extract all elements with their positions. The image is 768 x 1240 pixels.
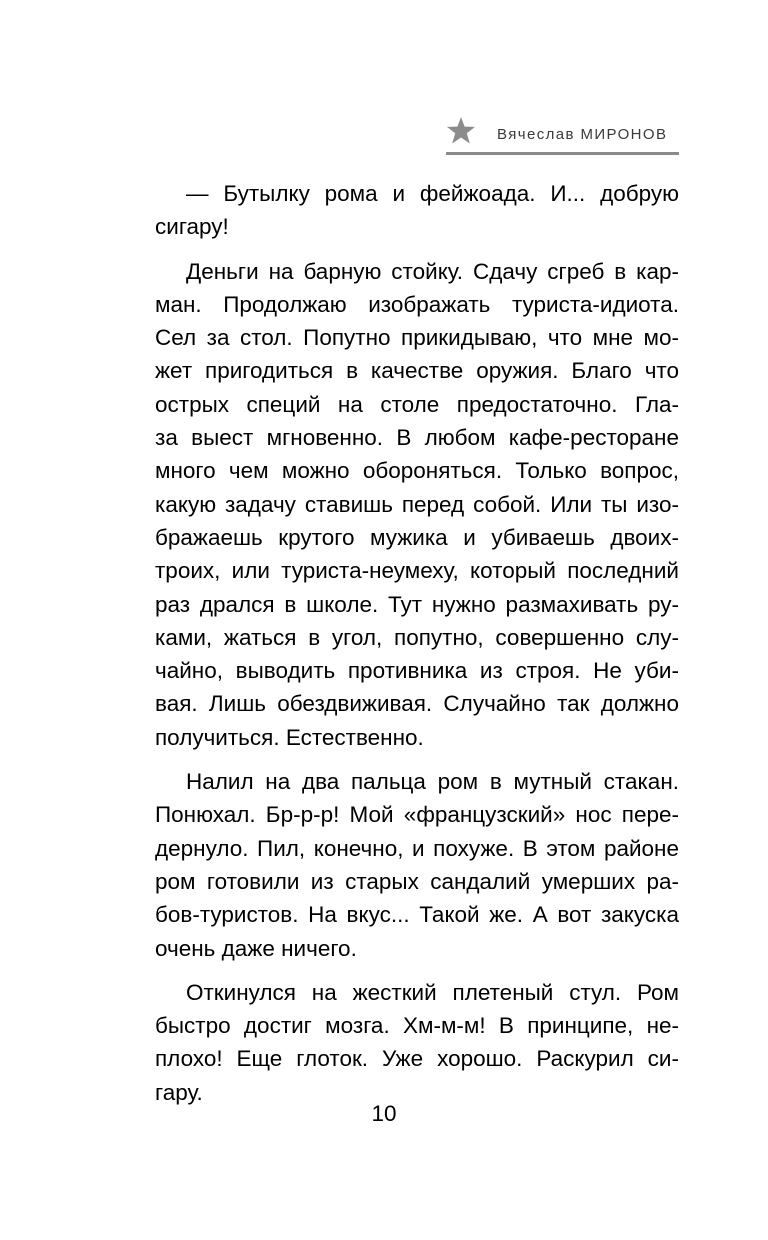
text-line: Сел за стол. Попутно прикидываю, что мне мо- (155, 325, 679, 351)
text-line: троих, или туриста-неумеху, который последний (155, 558, 679, 584)
text-line: Понюхал. Бр-р-р! Мой «французский» нос пере- (155, 802, 679, 828)
text-line: ман. Продолжаю изображать туриста-идиота. (155, 291, 679, 317)
paragraph (155, 255, 679, 754)
text-line: жет пригодиться в качестве оружия. Благо что (155, 358, 679, 384)
text-line: бов-туристов. На вкус... Такой же. А вот закуска (155, 902, 679, 928)
text-line: Откинулся на жесткий плетеный стул. Ром (186, 979, 679, 1005)
text-line: получиться. Естественно. (155, 724, 424, 750)
text-line: быстро достиг мозга. Хм-м-м! В принципе, не- (155, 1013, 679, 1039)
text-line: за выест мгновенно. В любом кафе-ресторане (155, 425, 679, 451)
paragraph (155, 765, 679, 965)
text-line: Деньги на барную стойку. Сдачу сгреб в кар- (186, 258, 679, 284)
text-line: сигару! (155, 214, 229, 240)
text-line: Налил на два пальца ром в мутный стакан. (186, 769, 679, 795)
text-line: плохо! Еще глоток. Уже хорошо. Раскурил си- (155, 1046, 679, 1072)
text-line: очень даже ничего. (155, 935, 357, 961)
author-name: Вячеслав МИРОНОВ (497, 126, 668, 143)
text-line: раз дрался в школе. Тут нужно размахивать ру- (155, 591, 679, 617)
page-number: 10 (371, 1101, 397, 1126)
body-text (155, 177, 679, 1120)
paragraph (155, 177, 679, 244)
text-line: какую задачу ставишь перед собой. Или ты изо- (155, 491, 679, 517)
text-line: много чем можно обороняться. Только вопрос, (155, 458, 679, 484)
text-line: гару. (155, 1079, 203, 1105)
text-line: бражаешь крутого мужика и убиваешь двоих- (155, 524, 679, 550)
text-line: чайно, выводить противника из строя. Не уби- (155, 658, 679, 684)
star-icon (446, 116, 476, 146)
paragraph (155, 976, 679, 1109)
text-line: — Бутылку рома и фейжоада. И... добрую (186, 181, 679, 206)
running-header (446, 112, 679, 156)
text-line: ками, жаться в угол, попутно, совершенно слу- (155, 624, 679, 650)
text-line: ром готовили из старых сандалий умерших ра- (155, 868, 679, 894)
text-line: вая. Лишь обездвиживая. Случайно так должно (155, 691, 679, 717)
header-rule (446, 152, 679, 155)
text-line: дернуло. Пил, конечно, и похуже. В этом районе (155, 835, 679, 861)
text-line: острых специй на столе предостаточно. Гла- (155, 391, 679, 417)
